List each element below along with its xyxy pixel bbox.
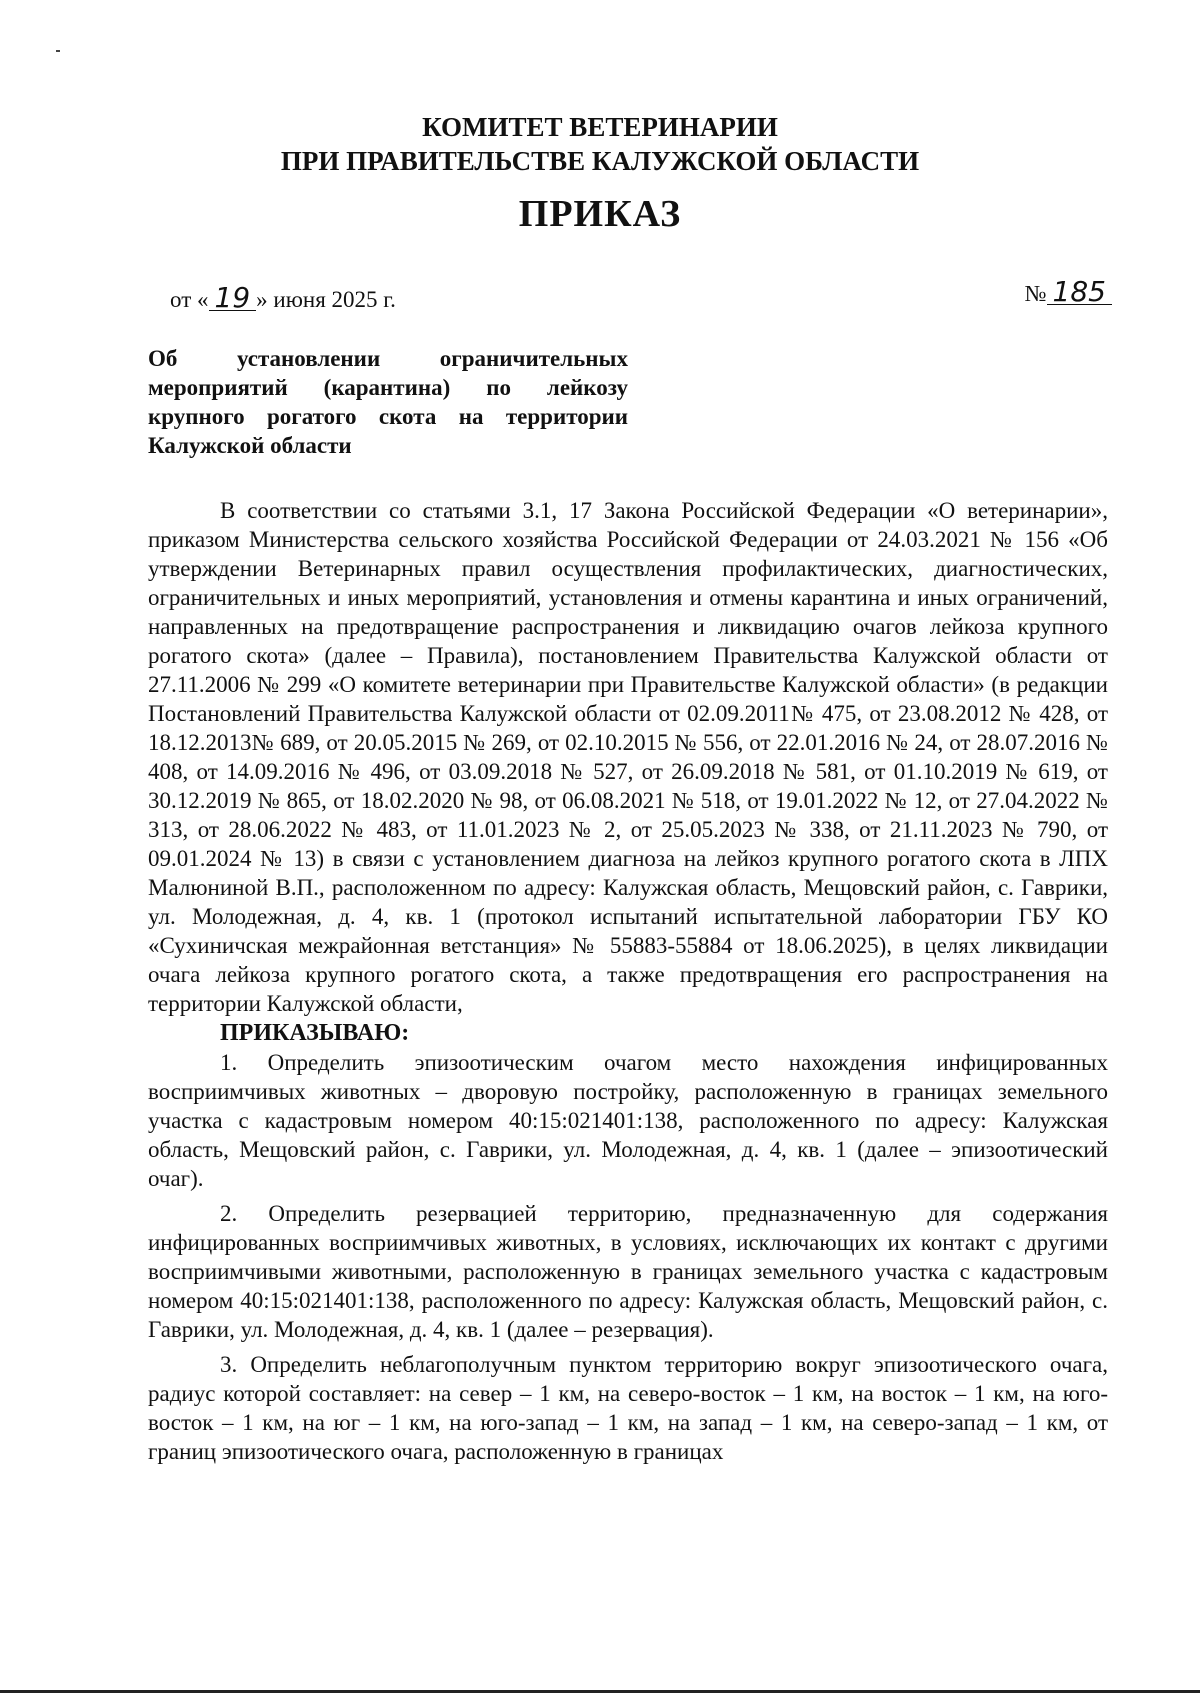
scan-bottom-edge [0, 1690, 1200, 1693]
preamble-paragraph: В соответствии со статьями 3.1, 17 Закона Российской Федерации «О ветеринарии», приказом Министерства сельского хозяйства Российской Федерации от 24.03.2021 № 156 «Об утверждении Ветеринарных правил осуществления профилактических, диагностических, ограничительных и иных мероприятий, установления и отмены карантина и иных ограничений, направленных на предотвращение распространения и ликвидацию очагов лейкоза крупного рогатого скота» (далее – Правила), постановлением Правительства Калужской области от 27.11.2006 № 299 «О комитете ветеринарии при Правительстве Калужской области» (в редакции Постановлений Правительства Калужской области от 02.09.2011№ 475, от 23.08.2012 № 428, от 18.12.2013№ 689, от 20.05.2015 № 269, от 02.10.2015 № 556, от 22.01.2016 № 24, от 28.07.2016 № 408, от 14.09.2016 № 496, от 03.09.2018 № 527, от 26.09.2018 № 581, от 01.10.2019 № 619, от 30.12.2019 № 865, от 18.02.2020 № 98, от 06.08.2021 № 518, от 19.01.2022 № 12, от 27.04.2022 № 313, от 28.06.2022 № 483, от 11.01.2023 № 2, от 25.05.2023 № 338, от 21.11.2023 № 790, от 09.01.2024 № 13) в связи с установлением диагноза на лейкоз крупного рогатого скота в ЛПХ Малюниной В.П., расположенном по адресу: Калужская область, Мещовский район, с. Гаврики, ул. Молодежная, д. 4, кв. 1 (протокол испытаний испытательной лаборатории ГБУ КО «Сухиничская межрайонная ветстанция» № 55883-55884 от 18.06.2025), в целях ликвидации очага лейкоза крупного рогатого скота, а также предотвращения его распространения на территории Калужской области, [148, 498, 1108, 1016]
document-body [148, 496, 1108, 1466]
order-word: ПРИКАЗЫВАЮ: [220, 1020, 410, 1046]
date-suffix: » июня 2025 г. [256, 287, 396, 312]
organization-name-line2: ПРИ ПРАВИТЕЛЬСТВЕ КАЛУЖСКОЙ ОБЛАСТИ [280, 146, 920, 176]
number-value-handwritten: 185 [1047, 280, 1112, 305]
organization-name-line1: КОМИТЕТ ВЕТЕРИНАРИИ [422, 112, 778, 142]
document-title: ПРИКАЗ [518, 193, 682, 235]
order-item-3: 3. Определить неблагополучным пунктом территорию вокруг эпизоотического очага, радиус которой составляет: на север – 1 км, на северо-восток – 1 км, на восток – 1 км, на юго-восток – 1 км, на юг – 1 км, на юго-запад – 1 км, на запад – 1 км, на северо-запад – 1 км, от границ эпизоотического очага, расположенную в границах [148, 1352, 1108, 1464]
date-prefix: от « [170, 287, 209, 312]
scan-speck [56, 50, 60, 52]
order-item-2: 2. Определить резервацией территорию, предназначенную для содержания инфицированных восприимчивых животных, в условиях, исключающих их контакт с другими восприимчивыми животными, расположенную в границах земельного участка с кадастровым номером 40:15:021401:138, расположенного по адресу: Калужская область, Мещовский район, с. Гаврики, ул. Молодежная, д. 4, кв. 1 (далее – резервация). [148, 1201, 1108, 1342]
order-item-1: 1. Определить эпизоотическим очагом место нахождения инфицированных восприимчивых животных – дворовую постройку, расположенную в границах земельного участка с кадастровым номером 40:15:021401:138, расположенного по адресу: Калужская область, Мещовский район, с. Гаврики, ул. Молодежная, д. 4, кв. 1 (далее – эпизоотический очаг). [148, 1050, 1108, 1191]
number-prefix: № [1024, 281, 1047, 306]
organization-header [0, 110, 1200, 178]
document-subject: Об установлении ограничительных мероприятий (карантина) по лейкозу крупного рогатого скота на территории Калужской области [148, 346, 628, 458]
date-day-handwritten: 19 [209, 286, 257, 311]
document-date [170, 281, 396, 314]
document-number [1024, 275, 1112, 308]
